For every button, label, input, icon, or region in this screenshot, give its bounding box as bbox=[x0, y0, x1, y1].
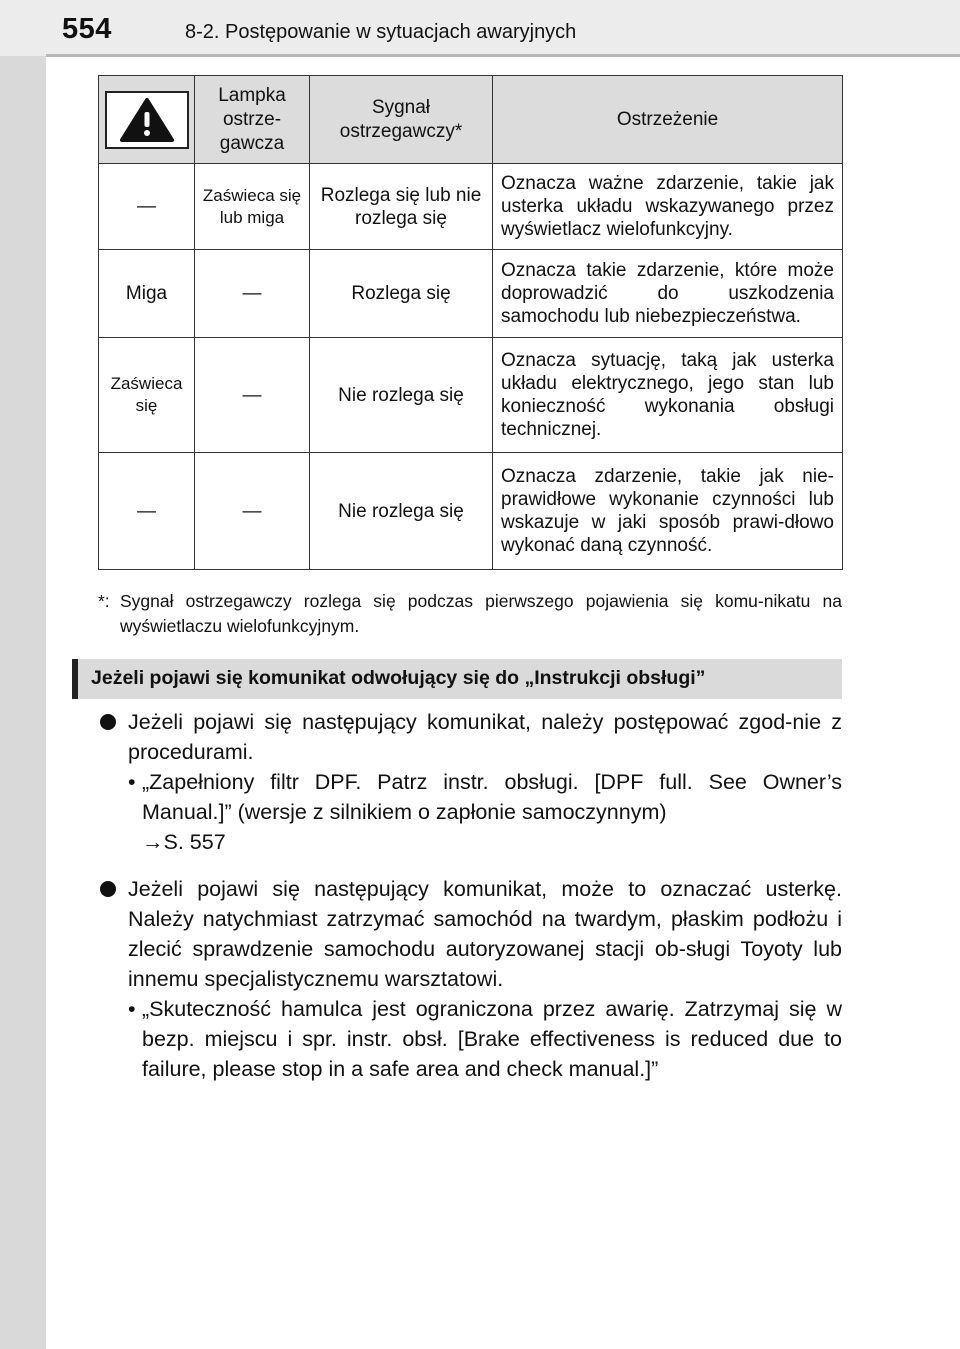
icon-header-cell bbox=[99, 76, 195, 164]
bullet-text: Jeżeli pojawi się następujący komunikat, należy postępować zgod-nie z procedurami. bbox=[128, 710, 842, 764]
left-margin-bar bbox=[0, 0, 46, 1349]
cell-signal: Nie rozlega się bbox=[310, 453, 493, 570]
header-warning: Ostrzeżenie bbox=[493, 76, 843, 164]
sub-item-text: „Zapełniony filtr DPF. Patrz instr. obsługi. [DPF full. See Owner’s Manual.]” (wersje z silnikiem o zapłonie samoczynnym) bbox=[142, 770, 842, 824]
cell-lamp: Miga bbox=[99, 250, 195, 338]
cell-light: — bbox=[195, 250, 310, 338]
cell-light: — bbox=[195, 338, 310, 453]
sub-bullet-marker: • bbox=[128, 997, 136, 1021]
cell-lamp: Zaświeca się bbox=[99, 338, 195, 453]
cell-signal: Nie rozlega się bbox=[310, 338, 493, 453]
warning-triangle-icon bbox=[105, 91, 189, 149]
header-signal: Sygnał ostrzegawczy* bbox=[310, 76, 493, 164]
page-number: 554 bbox=[62, 13, 112, 45]
cell-signal: Rozlega się lub nie rozlega się bbox=[310, 164, 493, 250]
footnote-marker: *: bbox=[98, 591, 110, 611]
bullet-item bbox=[98, 707, 842, 767]
cell-warning: Oznacza zdarzenie, takie jak nie-prawidłowe wykonanie czynności lub wskazuje w jaki sposób prawi-dłowo wykonać daną czynność. bbox=[493, 453, 843, 570]
cell-warning: Oznacza takie zdarzenie, które może doprowadzić do uszkodzenia samochodu lub niebezpieczeństwa. bbox=[493, 250, 843, 338]
sub-item bbox=[98, 994, 842, 1084]
cell-lamp: — bbox=[99, 164, 195, 250]
banner-edge bbox=[72, 659, 78, 699]
bullet-dot-icon bbox=[100, 881, 116, 897]
cell-warning: Oznacza sytuację, taką jak usterka układu elektrycznego, jego stan lub konieczność wykonania obsługi technicznej. bbox=[493, 338, 843, 453]
warning-table bbox=[98, 75, 843, 570]
banner-title: Jeżeli pojawi się komunikat odwołujący się do „Instrukcji obsługi” bbox=[91, 667, 706, 689]
cell-light: Zaświeca się lub miga bbox=[195, 164, 310, 250]
sub-item-text: „Skuteczność hamulca jest ograniczona przez awarię. Zatrzymaj się w bezp. miejscu i spr. instr. obsł. [Brake effectiveness is reduced due to failure, please stop in a safe area and check manual.]” bbox=[142, 997, 842, 1081]
table-row bbox=[99, 250, 843, 338]
footnote bbox=[98, 589, 842, 639]
bullet-dot-icon bbox=[100, 714, 116, 730]
cell-signal: Rozlega się bbox=[310, 250, 493, 338]
bullet-item bbox=[98, 874, 842, 994]
table-row bbox=[99, 453, 843, 570]
sub-bullet-marker: • bbox=[128, 770, 136, 794]
sub-item bbox=[98, 767, 842, 827]
table-row bbox=[99, 164, 843, 250]
table-header-row bbox=[99, 76, 843, 164]
cell-warning: Oznacza ważne zdarzenie, takie jak usterka układu wskazywanego przez wyświetlacz wielofunkcyjny. bbox=[493, 164, 843, 250]
bullet-text: Jeżeli pojawi się następujący komunikat, może to oznaczać usterkę. Należy natychmiast zatrzymać samochód na twardym, płaskim podłożu i zlecić sprawdzenie samochodu autoryzowanej stacji ob-sługi Toyoty lub innemu specjalistycznemu warsztatowi. bbox=[128, 877, 842, 991]
section-title: 8-2. Postępowanie w sytuacjach awaryjnych bbox=[185, 21, 577, 43]
header-rule bbox=[46, 54, 960, 57]
footnote-text: Sygnał ostrzegawczy rozlega się podczas pierwszego pojawienia się komu-nikatu na wyświetlaczu wielofunkcyjnym. bbox=[120, 591, 842, 636]
body-text bbox=[98, 707, 842, 1084]
header-lamp: Lampka ostrze-gawcza bbox=[195, 76, 310, 164]
cell-lamp: — bbox=[99, 453, 195, 570]
cell-light: — bbox=[195, 453, 310, 570]
table-row bbox=[99, 338, 843, 453]
page-reference: →S. 557 bbox=[142, 830, 226, 854]
section-banner bbox=[72, 659, 842, 699]
